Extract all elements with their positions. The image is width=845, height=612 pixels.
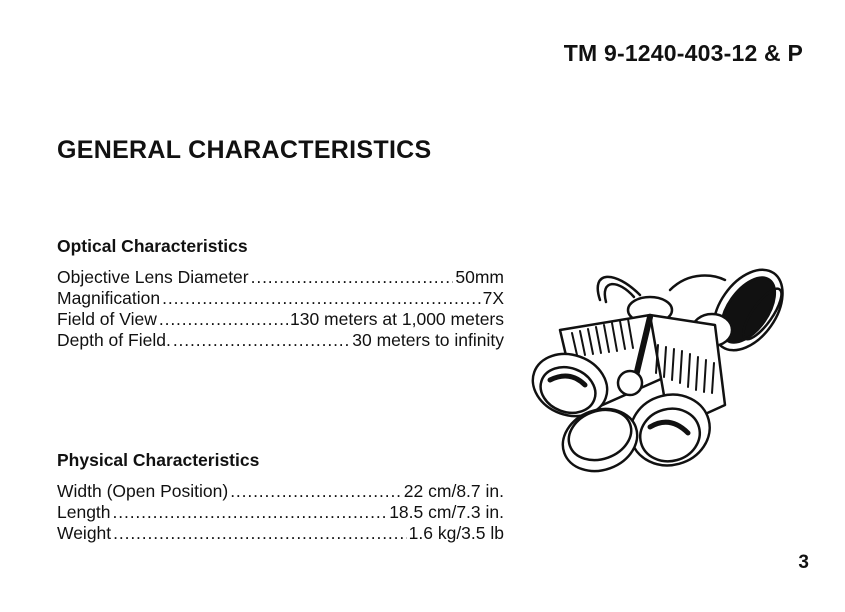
spec-value: 22 cm/8.7 in.	[403, 481, 504, 501]
section-heading: Physical Characteristics	[57, 450, 260, 470]
spec-row	[57, 523, 504, 544]
spec-label: Weight	[57, 523, 112, 543]
dot-leader	[173, 330, 350, 351]
section-heading: Optical Characteristics	[57, 236, 248, 256]
spec-label: Objective Lens Diameter	[57, 267, 249, 287]
spec-row	[57, 309, 504, 330]
spec-row	[57, 267, 504, 288]
physical-characteristics-section	[57, 450, 504, 544]
spec-label: Field of View	[57, 309, 157, 329]
spec-value: 130 meters at 1,000 meters	[290, 309, 504, 329]
dot-leader	[159, 309, 288, 330]
spec-label: Magnification	[57, 288, 161, 308]
spec-value: 18.5 cm/7.3 in.	[389, 502, 504, 522]
spec-row	[57, 330, 504, 351]
spec-label: Length	[57, 502, 111, 522]
spec-label: Width (Open Position)	[57, 481, 229, 501]
spec-row	[57, 288, 504, 309]
dot-leader	[251, 267, 454, 288]
dot-leader	[113, 502, 388, 523]
document-id: TM 9-1240-403-12 & P	[563, 40, 803, 66]
optical-characteristics-section	[57, 236, 504, 351]
spec-label: Depth of Field.	[57, 330, 171, 350]
page-title: GENERAL CHARACTERISTICS	[57, 136, 432, 164]
spec-row	[57, 481, 504, 502]
dot-leader	[230, 481, 402, 502]
dot-leader	[162, 288, 480, 309]
page-number: 3	[798, 552, 809, 573]
dot-leader	[113, 523, 406, 544]
spec-value: 1.6 kg/3.5 lb	[408, 523, 504, 543]
spec-value: 50mm	[455, 267, 504, 287]
spec-value: 30 meters to infinity	[352, 330, 504, 350]
spec-row	[57, 502, 504, 523]
spec-value: 7X	[482, 288, 504, 308]
binoculars-icon	[520, 255, 795, 485]
